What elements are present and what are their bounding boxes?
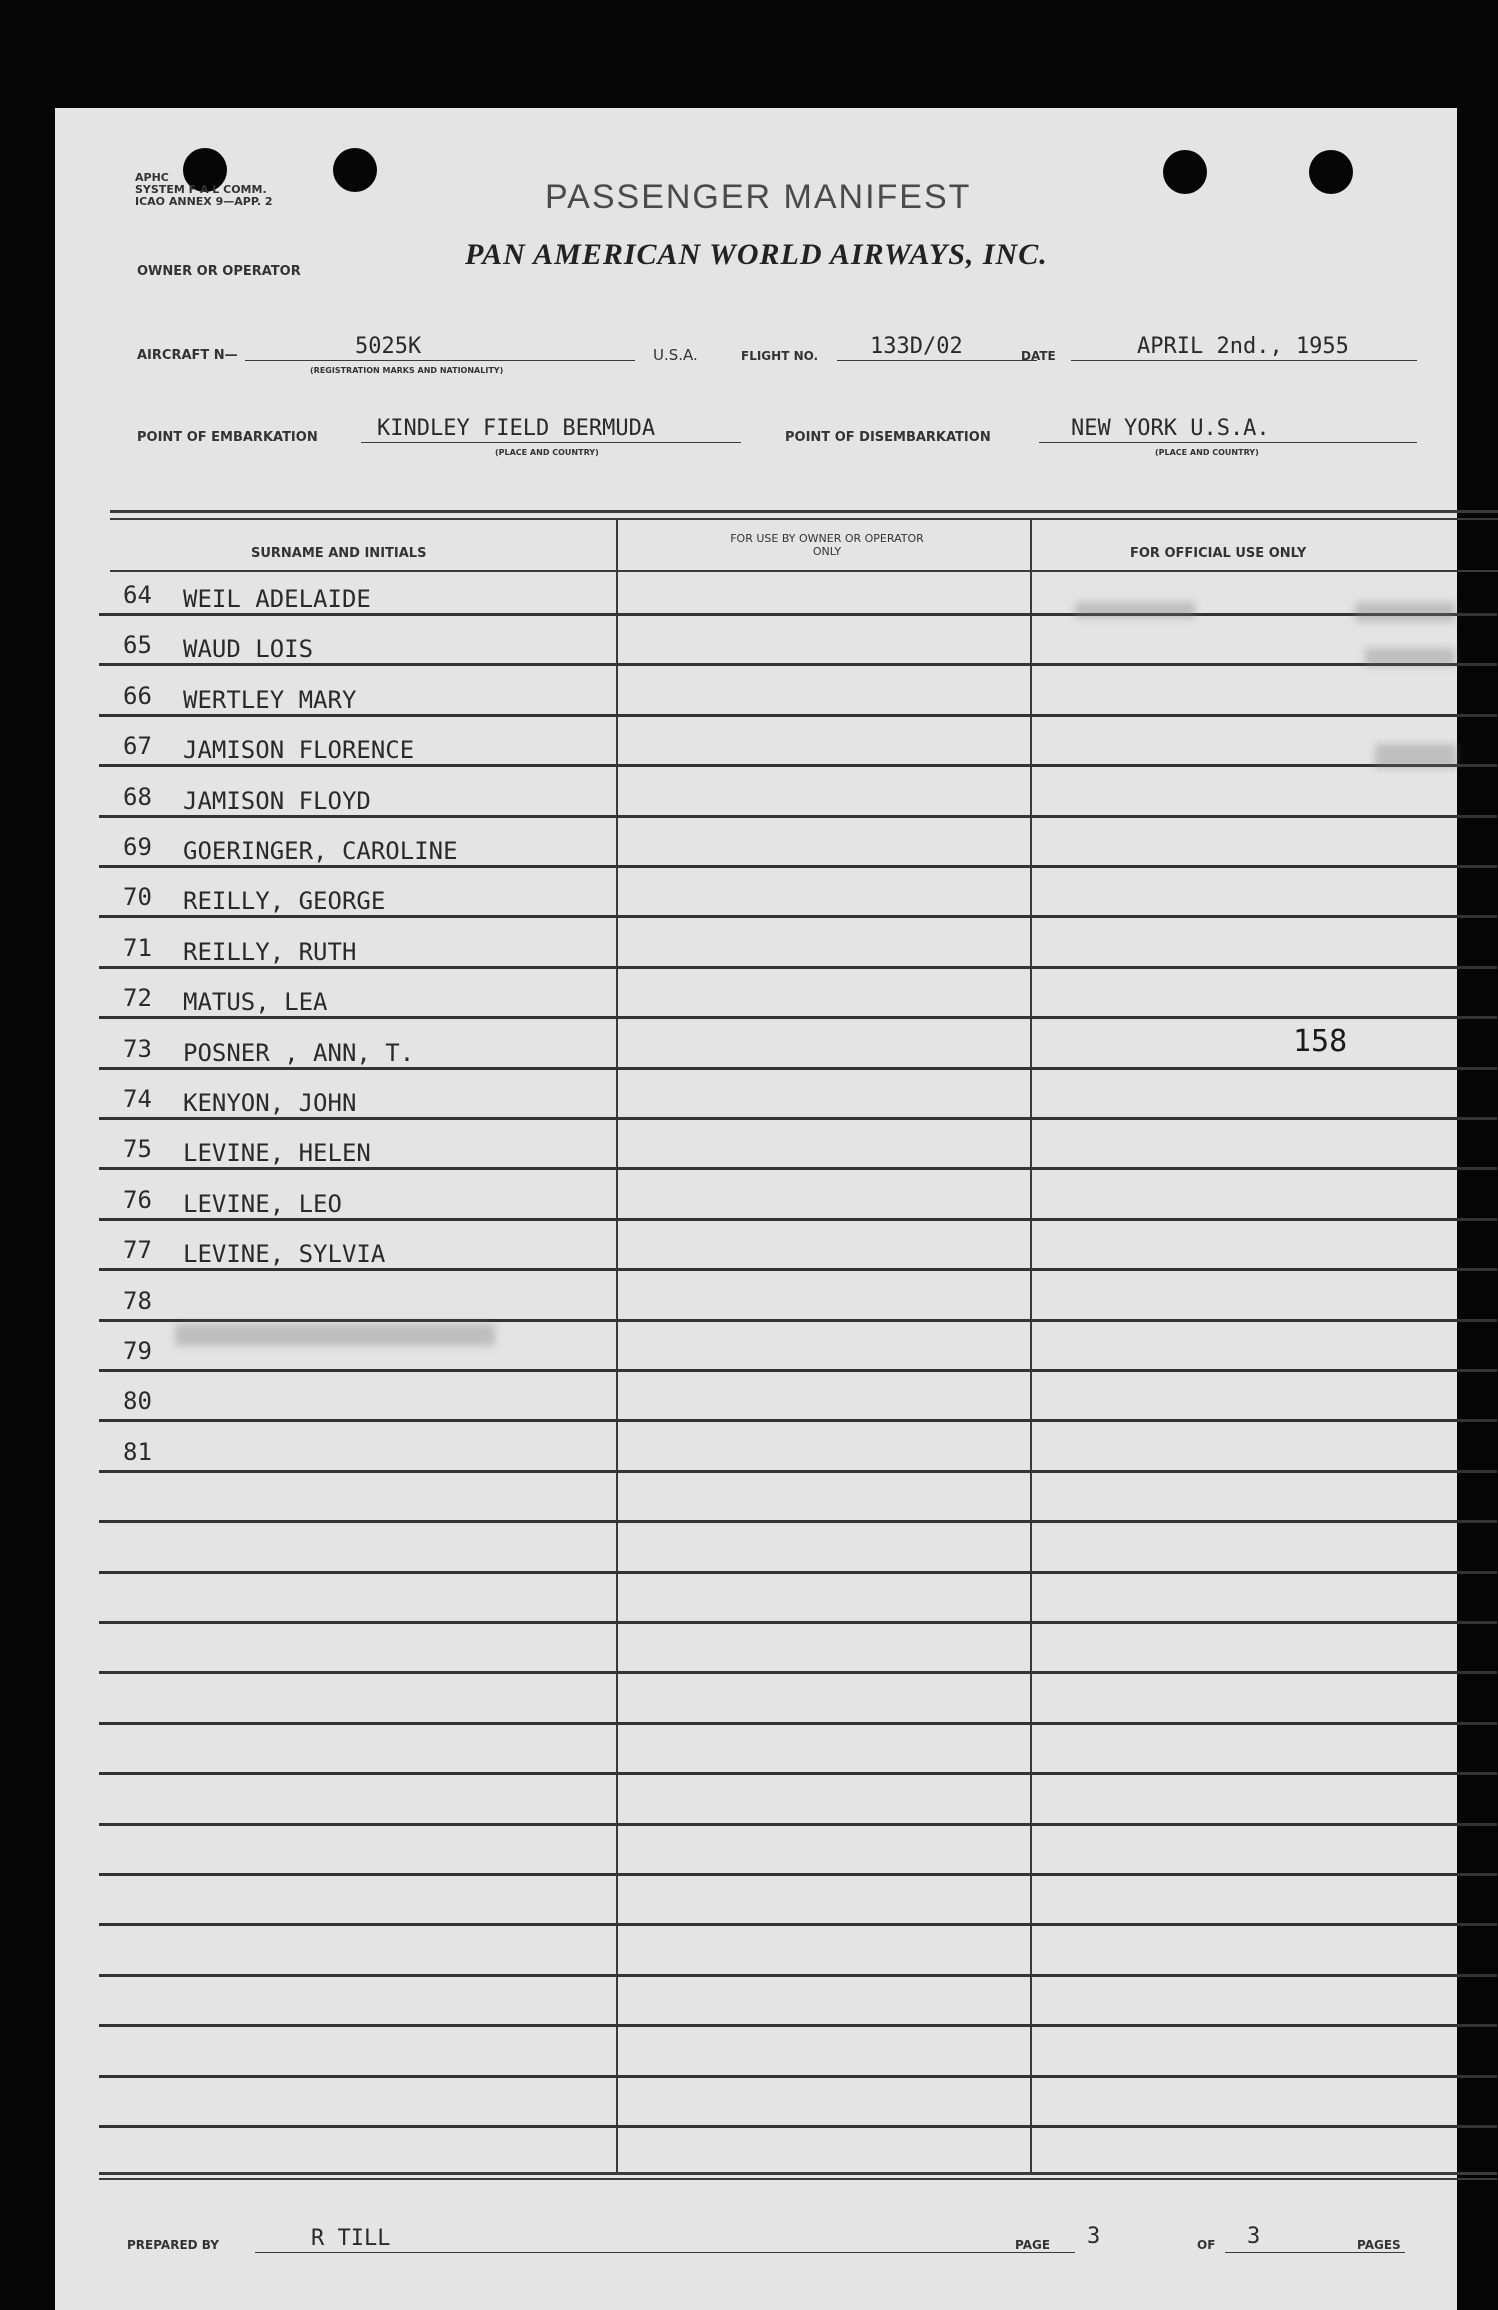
flight-value: 133D/02 <box>870 334 963 359</box>
row-rule <box>99 1722 1497 1725</box>
row-rule <box>99 1167 1497 1170</box>
airline-name: PAN AMERICAN WORLD AIRWAYS, INC. <box>465 238 1048 271</box>
row-rule <box>99 1218 1497 1221</box>
row-number: 64 <box>123 581 152 609</box>
row-number: 69 <box>123 833 152 861</box>
page-label: PAGE <box>1015 2238 1051 2252</box>
prepared-value: R TILL <box>311 2226 391 2251</box>
passenger-name: MATUS, LEA <box>183 988 328 1016</box>
form-code-line: SYSTEM F A L COMM. <box>135 183 267 196</box>
stamp-smudge <box>1375 744 1457 768</box>
disembarkation-value: NEW YORK U.S.A. <box>1071 416 1270 441</box>
row-rule <box>99 613 1497 616</box>
row-rule <box>99 2125 1497 2128</box>
row-rule <box>99 815 1497 818</box>
row-rule <box>99 1520 1497 1523</box>
of-value: 3 <box>1247 2224 1261 2249</box>
row-number: 76 <box>123 1186 152 1214</box>
disembarkation-label: POINT OF DISEMBARKATION <box>785 430 991 445</box>
row-rule <box>99 764 1497 767</box>
row-number: 74 <box>123 1085 152 1113</box>
row-number: 70 <box>123 883 152 911</box>
stamp-smudge <box>1075 602 1195 618</box>
passenger-name: REILLY, GEORGE <box>183 887 386 915</box>
row-number: 71 <box>123 934 152 962</box>
row-rule <box>99 714 1497 717</box>
stamp-smudge <box>1355 602 1455 622</box>
row-rule <box>99 1923 1497 1926</box>
date-value: APRIL 2nd., 1955 <box>1137 334 1349 359</box>
row-rule <box>99 1974 1497 1977</box>
passenger-name: LEVINE, LEO <box>183 1190 342 1218</box>
footer-rule <box>99 2172 1497 2175</box>
redaction-smudge <box>175 1324 495 1346</box>
row-rule <box>99 1117 1497 1120</box>
passenger-name: JAMISON FLORENCE <box>183 736 415 764</box>
row-rule <box>99 1369 1497 1372</box>
aircraft-underline <box>245 360 635 361</box>
aircraft-value: 5025K <box>355 334 422 359</box>
column-header-owner: FOR USE BY OWNER OR OPERATOR ONLY <box>730 532 924 558</box>
flight-underline <box>837 360 1037 361</box>
row-rule <box>99 1067 1497 1070</box>
row-number: 68 <box>123 783 152 811</box>
row-rule <box>99 2075 1497 2078</box>
row-rule <box>99 1268 1497 1271</box>
of-label: OF <box>1197 2238 1216 2252</box>
stamp-smudge <box>1365 648 1455 666</box>
pages-label: PAGES <box>1357 2238 1401 2252</box>
row-number: 81 <box>123 1438 152 1466</box>
embarkation-label: POINT OF EMBARKATION <box>137 430 318 445</box>
punch-hole <box>1309 150 1353 194</box>
table-top-rule <box>110 518 1498 520</box>
row-rule <box>99 1419 1497 1422</box>
row-rule <box>99 1571 1497 1574</box>
embarkation-value: KINDLEY FIELD BERMUDA <box>377 416 656 441</box>
row-number: 73 <box>123 1035 152 1063</box>
row-number: 79 <box>123 1337 152 1365</box>
disembarkation-underline <box>1039 442 1417 443</box>
passenger-name: REILLY, RUTH <box>183 938 357 966</box>
page-value: 3 <box>1087 2224 1101 2249</box>
usa-label: U.S.A. <box>653 346 698 364</box>
form-code <box>135 172 273 208</box>
row-number: 67 <box>123 732 152 760</box>
embarkation-sublabel: (PLACE AND COUNTRY) <box>495 448 599 457</box>
disembarkation-sublabel: (PLACE AND COUNTRY) <box>1155 448 1259 457</box>
row-number: 75 <box>123 1135 152 1163</box>
passenger-name: WAUD LOIS <box>183 635 314 663</box>
row-rule <box>99 865 1497 868</box>
manifest-sheet <box>55 108 1457 2310</box>
row-rule <box>99 1873 1497 1876</box>
row-number: 66 <box>123 682 152 710</box>
aircraft-label: AIRCRAFT N— <box>137 348 238 363</box>
row-number: 77 <box>123 1236 152 1264</box>
row-rule <box>99 1470 1497 1473</box>
row-rule <box>99 1823 1497 1826</box>
row-rule <box>99 663 1497 666</box>
passenger-name: GOERINGER, CAROLINE <box>183 837 458 865</box>
date-underline <box>1071 360 1417 361</box>
form-code-line: APHC <box>135 171 169 184</box>
row-rule <box>99 966 1497 969</box>
passenger-name: KENYON, JOHN <box>183 1089 357 1117</box>
row-rule <box>99 915 1497 918</box>
punch-hole <box>1163 150 1207 194</box>
header-rule <box>110 570 1498 572</box>
aircraft-sublabel: (REGISTRATION MARKS AND NATIONALITY) <box>310 366 504 375</box>
row-number: 80 <box>123 1387 152 1415</box>
prepared-underline <box>255 2252 1075 2253</box>
of-underline <box>1225 2252 1405 2253</box>
passenger-name: WERTLEY MARY <box>183 686 357 714</box>
row-rule <box>99 1621 1497 1624</box>
passenger-name: LEVINE, SYLVIA <box>183 1240 386 1268</box>
table-top-rule <box>110 510 1498 513</box>
prepared-label: PREPARED BY <box>127 2238 219 2252</box>
column-header-official: FOR OFFICIAL USE ONLY <box>1130 546 1307 561</box>
embarkation-underline <box>361 442 741 443</box>
row-rule <box>99 1319 1497 1322</box>
official-note: 158 <box>1293 1024 1348 1059</box>
form-code-line: ICAO ANNEX 9—APP. 2 <box>135 195 273 208</box>
row-rule <box>99 1671 1497 1674</box>
date-label: DATE <box>1021 349 1056 363</box>
passenger-name: JAMISON FLOYD <box>183 787 371 815</box>
passenger-name: LEVINE, HELEN <box>183 1139 371 1167</box>
row-number: 78 <box>123 1287 152 1315</box>
column-header-surname: SURNAME AND INITIALS <box>251 546 427 561</box>
passenger-name: WEIL ADELAIDE <box>183 585 371 613</box>
row-rule <box>99 1772 1497 1775</box>
passenger-name: POSNER , ANN, T. <box>183 1039 415 1067</box>
page-title: PASSENGER MANIFEST <box>545 178 972 216</box>
row-rule <box>99 2024 1497 2027</box>
owner-label: OWNER OR OPERATOR <box>137 264 301 279</box>
row-number: 72 <box>123 984 152 1012</box>
punch-hole <box>333 148 377 192</box>
flight-label: FLIGHT NO. <box>741 349 819 363</box>
row-number: 65 <box>123 631 152 659</box>
row-rule <box>99 1016 1497 1019</box>
footer-rule <box>99 2178 1497 2180</box>
